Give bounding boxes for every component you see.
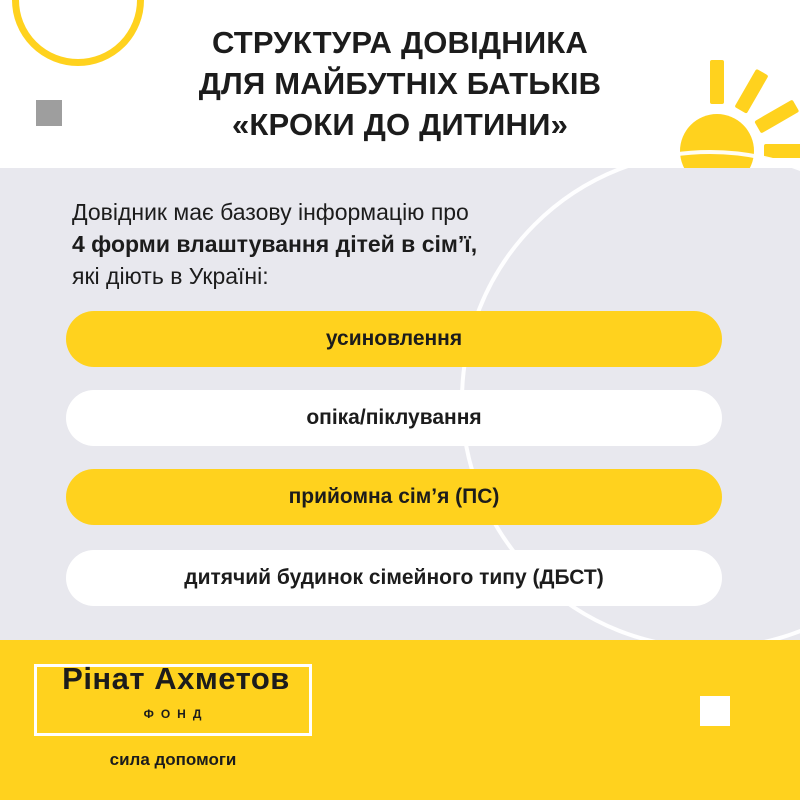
page-title-line-1: СТРУКТУРА ДОВІДНИКА (211, 25, 589, 60)
page-title-line-3: «КРОКИ ДО ДИТИНИ» (231, 107, 569, 142)
option-pill-guardianship[interactable] (66, 390, 722, 446)
intro-line-3: які діють в Україні: (72, 263, 269, 289)
white-square-decoration (700, 696, 730, 726)
option-pill-foster-family[interactable] (66, 469, 722, 525)
option-label: опіка/піклування (306, 406, 482, 429)
intro-line-2: 4 форми влаштування дітей в сім’ї, (72, 231, 478, 257)
logo-name: Рінат Ахметов (62, 661, 290, 696)
footer-band (0, 640, 800, 800)
option-label: усиновлення (325, 327, 463, 350)
option-label: прийомна сім’я (ПС) (288, 485, 500, 508)
intro-line-1: Довідник має базову інформацію про (72, 199, 469, 225)
logo-tagline: сила допомоги (109, 750, 237, 769)
option-pill-adoption[interactable] (66, 311, 722, 367)
logo (34, 661, 312, 736)
logo-subtitle: ФОНД (143, 707, 209, 721)
page-title-line-2: ДЛЯ МАЙБУТНІХ БАТЬКІВ (198, 66, 602, 101)
option-pill-family-type-home[interactable] (66, 550, 722, 606)
sun-ray (764, 144, 800, 158)
page-title (0, 22, 800, 145)
option-label: дитячий будинок сімейного типу (ДБСТ) (184, 566, 604, 589)
intro-text (72, 196, 692, 292)
